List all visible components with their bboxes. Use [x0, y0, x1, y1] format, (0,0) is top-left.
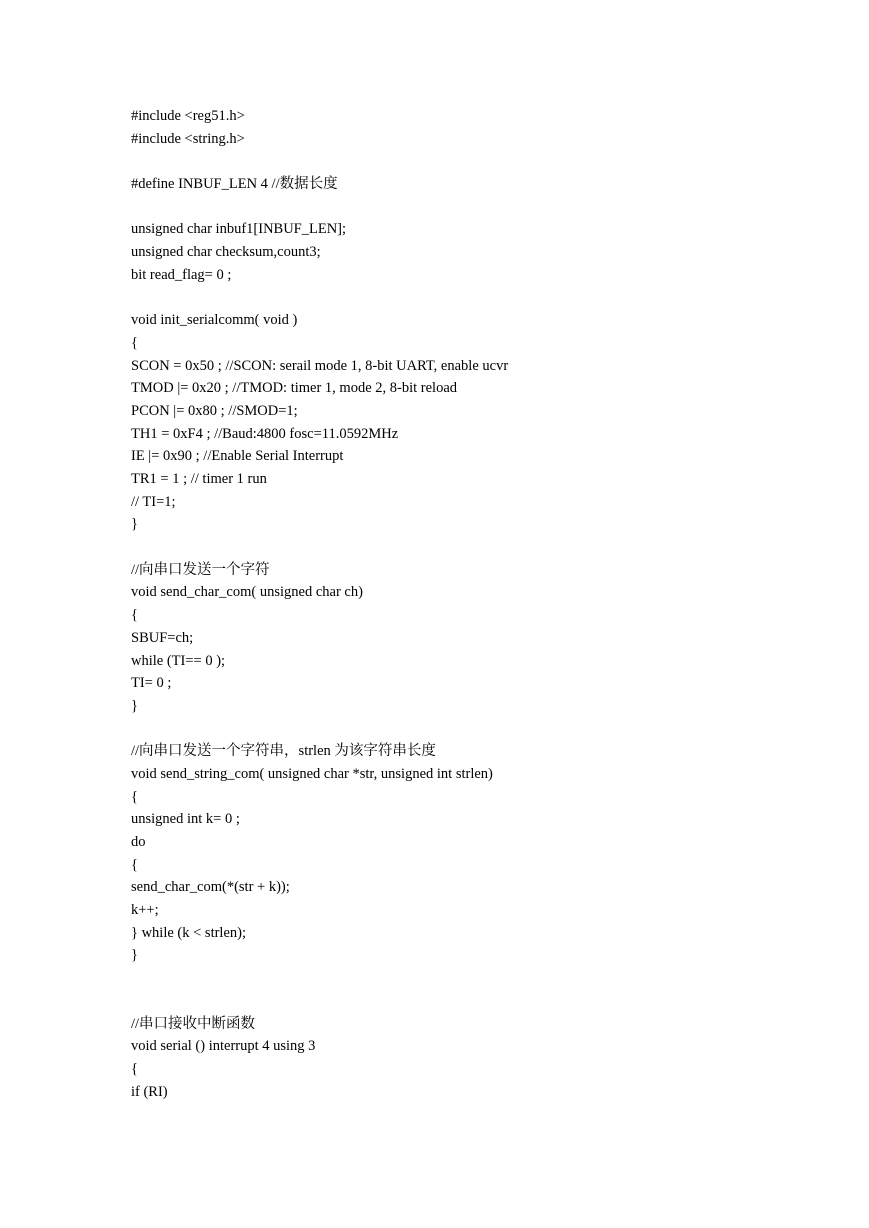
code-line: SBUF=ch;	[131, 629, 194, 646]
code-line: while (TI== 0 );	[131, 652, 226, 669]
blank-line	[131, 196, 831, 219]
code-line: #define INBUF_LEN 4 //数据长度	[131, 176, 338, 193]
blank-line	[131, 536, 831, 559]
code-line: }	[131, 947, 138, 964]
blank-line	[131, 150, 831, 173]
code-line: #include <reg51.h>	[131, 108, 245, 124]
code-line: SCON = 0x50 ; //SCON: serail mode 1, 8-bit UART, enable ucvr	[131, 357, 509, 374]
code-line: #include <string.h>	[131, 130, 245, 147]
code-line: TR1 = 1 ; // timer 1 run	[131, 471, 267, 487]
code-line: } while (k < strlen);	[131, 924, 247, 941]
code-line: {	[131, 334, 138, 351]
code-line: void send_char_com( unsigned char ch)	[131, 584, 363, 601]
code-line: bit read_flag= 0 ;	[131, 266, 232, 283]
code-comment: //向串口发送一个字符	[131, 561, 270, 578]
code-line: send_char_com(*(str + k));	[131, 879, 290, 896]
code-line: }	[131, 697, 138, 714]
code-line: TH1 = 0xF4 ; //Baud:4800 fosc=11.0592MHz	[131, 425, 399, 442]
code-line: {	[131, 856, 138, 873]
code-comment: //向串口发送一个字符串，strlen 为该字符串长度	[131, 743, 436, 760]
blank-line	[131, 718, 831, 741]
code-listing	[131, 105, 831, 1103]
blank-line	[131, 287, 831, 310]
code-line: if (RI)	[131, 1083, 168, 1100]
blank-line	[131, 967, 831, 990]
code-line: unsigned int k= 0 ;	[131, 811, 240, 828]
code-line: void send_string_com( unsigned char *str, unsigned int strlen)	[131, 765, 493, 782]
code-line: }	[131, 516, 138, 533]
code-line: // TI=1;	[131, 493, 176, 510]
code-line: unsigned char checksum,count3;	[131, 244, 321, 261]
code-line: do	[131, 834, 146, 850]
code-line: {	[131, 607, 138, 624]
code-line: k++;	[131, 902, 159, 919]
code-line: void serial () interrupt 4 using 3	[131, 1038, 316, 1055]
code-line: TI= 0 ;	[131, 675, 172, 692]
code-line: void init_serialcomm( void )	[131, 312, 298, 329]
code-line: PCON |= 0x80 ; //SMOD=1;	[131, 402, 298, 419]
code-comment: //串口接收中断函数	[131, 1015, 256, 1032]
code-line: {	[131, 1060, 138, 1077]
code-line: TMOD |= 0x20 ; //TMOD: timer 1, mode 2, 8-bit reload	[131, 380, 458, 397]
code-line: unsigned char inbuf1[INBUF_LEN];	[131, 221, 347, 238]
code-line: IE |= 0x90 ; //Enable Serial Interrupt	[131, 448, 344, 465]
blank-line	[131, 990, 831, 1013]
code-line: {	[131, 788, 138, 805]
